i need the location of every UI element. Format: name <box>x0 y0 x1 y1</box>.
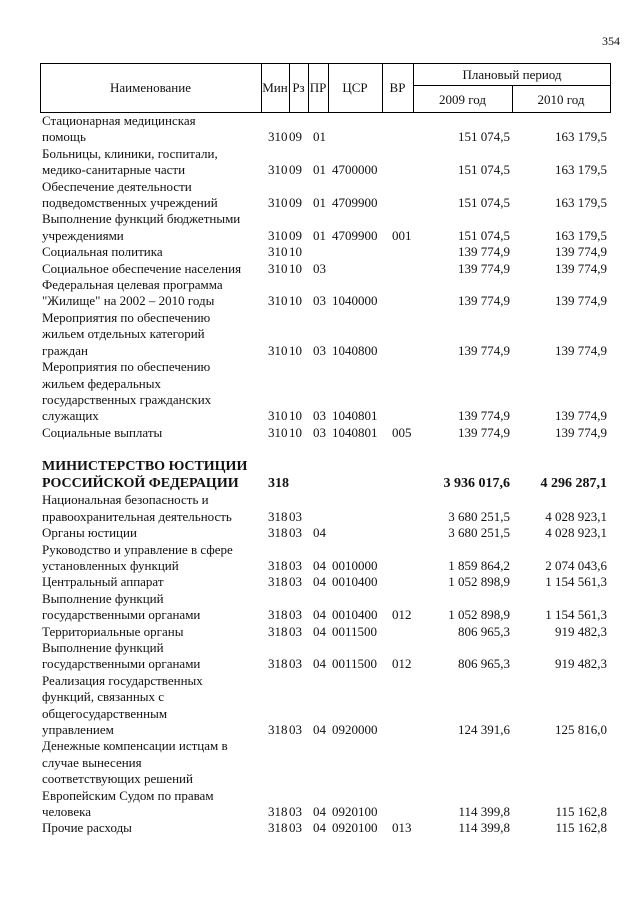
table-row <box>0 261 640 277</box>
row-min: 318 <box>268 623 288 639</box>
row-value-2010: 139 774,9 <box>555 424 607 440</box>
header-rz: Рз <box>292 80 305 95</box>
row-pr: 04 <box>313 656 326 672</box>
row-min: 310 <box>268 244 288 260</box>
row-value-2009: 139 774,9 <box>458 244 510 260</box>
row-rz: 09 <box>289 195 302 211</box>
row-rz: 10 <box>289 244 302 260</box>
row-rz: 03 <box>289 557 302 573</box>
row-value-2009: 806 965,3 <box>458 623 510 639</box>
row-pr: 04 <box>313 607 326 623</box>
row-name-line: подведомственных учреждений <box>42 195 218 211</box>
table-row <box>0 459 640 492</box>
row-name <box>42 113 264 146</box>
row-value-2010: 163 179,5 <box>555 227 607 243</box>
row-csr: 0010400 <box>332 607 378 623</box>
row-name-line: Мероприятия по обеспечению <box>42 309 211 325</box>
row-name-line: Прочие расходы <box>42 820 132 836</box>
row-value-2010: 163 179,5 <box>555 195 607 211</box>
header-pr: ПР <box>309 80 327 95</box>
row-value-2010: 139 774,9 <box>555 260 607 276</box>
row-value-2009: 139 774,9 <box>458 260 510 276</box>
row-rz: 03 <box>289 525 302 541</box>
row-name-line: Денежные компенсации истцам в <box>42 738 228 754</box>
row-name-line: Центральный аппарат <box>42 574 164 590</box>
row-name-line: Национальная безопасность и <box>42 492 209 508</box>
row-pr: 03 <box>313 408 326 424</box>
row-pr: 03 <box>313 424 326 440</box>
row-rz: 09 <box>289 162 302 178</box>
row-value-2009: 139 774,9 <box>458 342 510 358</box>
row-value-2009: 806 965,3 <box>458 656 510 672</box>
row-name <box>42 459 264 492</box>
row-name <box>42 359 264 425</box>
row-value-2009: 124 391,6 <box>458 722 510 737</box>
table-body <box>0 113 640 837</box>
row-name-line: граждан <box>42 342 88 358</box>
table-row <box>0 525 640 541</box>
row-name <box>42 574 264 590</box>
row-name-line: Выполнение функций бюджетными <box>42 211 241 227</box>
row-csr: 0920000 <box>332 722 378 737</box>
table-row <box>0 542 640 575</box>
row-value-2010: 4 028 923,1 <box>545 525 607 541</box>
table-row <box>0 146 640 179</box>
row-min: 310 <box>268 227 288 243</box>
row-name <box>42 146 264 179</box>
row-min: 310 <box>268 293 288 309</box>
row-csr: 0011500 <box>332 623 378 639</box>
row-name <box>42 179 264 212</box>
row-name-line: "Жилище" на 2002 – 2010 годы <box>42 293 215 309</box>
table-row <box>0 277 640 310</box>
row-name <box>42 624 264 640</box>
row-name-line: Территориальные органы <box>42 623 184 639</box>
table-header <box>40 63 611 113</box>
header-planned-period: Плановый период <box>462 67 562 82</box>
row-rz: 03 <box>289 804 302 820</box>
row-name-line: Социальные выплаты <box>42 424 163 440</box>
row-min: 310 <box>268 408 288 424</box>
header-min: Мин <box>262 80 288 95</box>
table-row <box>0 211 640 244</box>
row-name-line: Социальное обеспечение населения <box>42 260 242 276</box>
row-pr: 01 <box>313 195 326 211</box>
row-min: 318 <box>268 804 288 820</box>
row-value-2009: 139 774,9 <box>458 424 510 440</box>
row-csr: 0010000 <box>332 557 378 573</box>
row-value-2009: 139 774,9 <box>458 408 510 424</box>
row-csr: 0920100 <box>332 820 378 836</box>
row-name-line: Европейским Судом по правам <box>42 787 214 803</box>
row-name <box>42 211 264 244</box>
row-min: 318 <box>268 574 288 590</box>
table-row <box>0 425 640 441</box>
row-name <box>42 591 264 624</box>
row-name <box>42 425 264 441</box>
row-value-2010: 139 774,9 <box>555 408 607 424</box>
row-value-2010: 163 179,5 <box>555 129 607 145</box>
table-row <box>0 673 640 739</box>
row-value-2009: 114 399,8 <box>458 804 510 820</box>
row-name-line: РОССИЙСКОЙ ФЕДЕРАЦИИ <box>42 475 239 491</box>
row-name-line: жильем федеральных <box>42 375 161 391</box>
row-name-line: Федеральная целевая программа <box>42 277 223 293</box>
row-min: 318 <box>268 722 288 737</box>
row-name-line: Больницы, клиники, госпитали, <box>42 145 218 161</box>
row-csr: 4700000 <box>332 162 378 178</box>
row-csr: 1040000 <box>332 293 378 309</box>
row-value-2010: 1 154 561,3 <box>545 574 607 590</box>
row-value-2010: 1 154 561,3 <box>545 607 607 623</box>
row-name-line: случае вынесения <box>42 754 142 770</box>
row-pr: 01 <box>313 129 326 145</box>
row-rz: 03 <box>289 607 302 623</box>
row-value-2009: 151 074,5 <box>458 129 510 145</box>
row-min: 310 <box>268 195 288 211</box>
row-name-line: Мероприятия по обеспечению <box>42 359 211 375</box>
table-row <box>0 820 640 836</box>
row-value-2009: 114 399,8 <box>458 820 510 836</box>
row-min: 318 <box>268 508 288 524</box>
row-vr: 013 <box>392 820 412 836</box>
row-pr: 04 <box>313 804 326 820</box>
row-name-line: Выполнение функций <box>42 639 164 655</box>
row-name-line: МИНИСТЕРСТВО ЮСТИЦИИ <box>42 459 248 475</box>
row-value-2009: 151 074,5 <box>458 162 510 178</box>
row-name-line: общегосударственным <box>42 705 168 721</box>
header-csr: ЦСР <box>342 80 368 95</box>
row-min: 318 <box>268 607 288 623</box>
row-name-line: Стационарная медицинская <box>42 113 196 128</box>
row-value-2010: 919 482,3 <box>555 623 607 639</box>
table-row <box>0 591 640 624</box>
table-row <box>0 624 640 640</box>
row-value-2009: 1 052 898,9 <box>448 607 510 623</box>
row-pr: 04 <box>313 820 326 836</box>
row-name <box>42 542 264 575</box>
row-name-line: государственными органами <box>42 656 201 672</box>
row-rz: 03 <box>289 656 302 672</box>
row-pr: 03 <box>313 342 326 358</box>
row-pr: 04 <box>313 722 326 737</box>
row-name <box>42 673 264 739</box>
row-min: 318 <box>268 475 289 491</box>
row-pr: 01 <box>313 227 326 243</box>
row-name-line: Социальная политика <box>42 244 163 260</box>
row-value-2010: 115 162,8 <box>555 820 607 836</box>
header-year-2009: 2009 год <box>439 92 486 107</box>
row-rz: 10 <box>289 342 302 358</box>
row-rz: 09 <box>289 227 302 243</box>
row-name-line: помощь <box>42 129 86 145</box>
row-min: 310 <box>268 162 288 178</box>
row-name-line: государственных гражданских <box>42 391 212 407</box>
row-value-2009: 3 680 251,5 <box>448 525 510 541</box>
row-value-2009: 3 680 251,5 <box>448 508 510 524</box>
table-row <box>0 574 640 590</box>
row-csr: 4709900 <box>332 227 378 243</box>
row-value-2010: 4 028 923,1 <box>545 508 607 524</box>
row-name-line: правоохранительная деятельность <box>42 508 232 524</box>
table-row <box>0 492 640 525</box>
table-row <box>0 640 640 673</box>
row-name-line: функций, связанных с <box>42 689 165 705</box>
row-min: 318 <box>268 557 288 573</box>
row-name <box>42 525 264 541</box>
row-rz: 10 <box>289 260 302 276</box>
row-value-2010: 163 179,5 <box>555 162 607 178</box>
row-rz: 03 <box>289 820 302 836</box>
row-vr: 001 <box>392 227 412 243</box>
row-min: 310 <box>268 424 288 440</box>
row-min: 310 <box>268 129 288 145</box>
row-value-2009: 3 936 017,6 <box>443 475 510 491</box>
header-vr: ВР <box>389 80 406 95</box>
row-rz: 09 <box>289 129 302 145</box>
row-name <box>42 820 264 836</box>
row-value-2010: 139 774,9 <box>555 342 607 358</box>
row-csr: 1040801 <box>332 408 378 424</box>
row-csr: 0011500 <box>332 656 378 672</box>
row-name <box>42 310 264 359</box>
row-name-line: учреждениями <box>42 227 124 243</box>
row-value-2010: 919 482,3 <box>555 656 607 672</box>
table-row <box>0 179 640 212</box>
row-csr: 1040801 <box>332 424 378 440</box>
row-pr: 04 <box>313 525 326 541</box>
row-value-2009: 151 074,5 <box>458 227 510 243</box>
row-name-line: Обеспечение деятельности <box>42 178 192 194</box>
row-value-2010: 139 774,9 <box>555 293 607 309</box>
row-name-line: жильем отдельных категорий <box>42 326 205 342</box>
page-number: 354 <box>602 34 620 48</box>
row-name-line: Реализация государственных <box>42 672 203 688</box>
row-name <box>42 244 264 260</box>
row-name-line: соответствующих решений <box>42 771 193 787</box>
row-min: 318 <box>268 656 288 672</box>
table-row <box>0 113 640 146</box>
row-value-2010: 125 816,0 <box>555 722 607 737</box>
row-value-2010: 4 296 287,1 <box>540 475 607 491</box>
header-year-2010: 2010 год <box>537 92 585 107</box>
row-csr: 4709900 <box>332 195 378 211</box>
row-pr: 04 <box>313 557 326 573</box>
row-pr: 03 <box>313 293 326 309</box>
table-row <box>0 359 640 425</box>
row-name-line: Органы юстиции <box>42 525 137 541</box>
row-csr: 1040800 <box>332 342 378 358</box>
row-rz: 10 <box>289 408 302 424</box>
row-value-2010: 139 774,9 <box>555 244 607 260</box>
header-name: Наименование <box>110 80 191 95</box>
row-rz: 10 <box>289 293 302 309</box>
table-row <box>0 310 640 359</box>
row-pr: 03 <box>313 260 326 276</box>
row-name-line: управлением <box>42 722 114 737</box>
row-value-2010: 115 162,8 <box>555 804 607 820</box>
row-csr: 0920100 <box>332 804 378 820</box>
row-name <box>42 277 264 310</box>
row-vr: 005 <box>392 424 412 440</box>
row-value-2009: 151 074,5 <box>458 195 510 211</box>
row-value-2010: 2 074 043,6 <box>545 557 607 573</box>
row-name <box>42 261 264 277</box>
row-rz: 03 <box>289 574 302 590</box>
row-rz: 03 <box>289 623 302 639</box>
row-rz: 10 <box>289 424 302 440</box>
row-name-line: человека <box>42 804 92 820</box>
row-vr: 012 <box>392 607 412 623</box>
row-min: 310 <box>268 342 288 358</box>
row-min: 318 <box>268 820 288 836</box>
row-pr: 04 <box>313 623 326 639</box>
row-name <box>42 640 264 673</box>
row-rz: 03 <box>289 508 302 524</box>
row-name <box>42 492 264 525</box>
row-pr: 01 <box>313 162 326 178</box>
row-vr: 012 <box>392 656 412 672</box>
row-min: 310 <box>268 260 288 276</box>
row-name-line: Руководство и управление в сфере <box>42 541 233 557</box>
row-name-line: медико-санитарные части <box>42 162 186 178</box>
row-min: 318 <box>268 525 288 541</box>
row-name-line: установленных функций <box>42 557 179 573</box>
row-csr: 0010400 <box>332 574 378 590</box>
row-value-2009: 1 859 864,2 <box>448 557 510 573</box>
row-value-2009: 1 052 898,9 <box>448 574 510 590</box>
table-row <box>0 738 640 820</box>
row-pr: 04 <box>313 574 326 590</box>
row-name-line: Выполнение функций <box>42 590 164 606</box>
row-rz: 03 <box>289 722 302 737</box>
row-name <box>42 738 264 820</box>
row-name-line: служащих <box>42 408 99 424</box>
row-name-line: государственными органами <box>42 607 201 623</box>
table-row <box>0 244 640 260</box>
row-value-2009: 139 774,9 <box>458 293 510 309</box>
